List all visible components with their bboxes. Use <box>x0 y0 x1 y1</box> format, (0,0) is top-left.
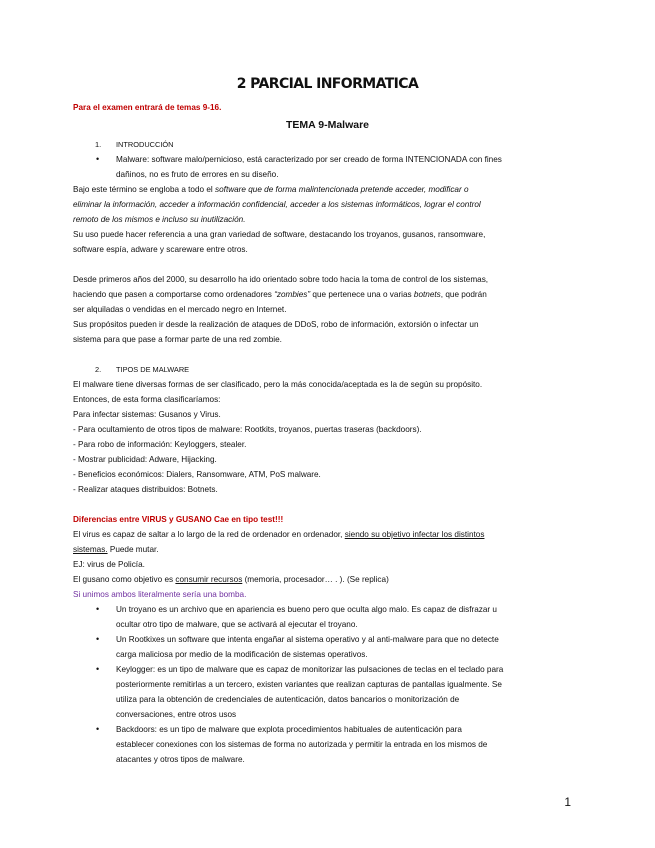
rootkit-line1: Un Rootkixes un software que intenta engañar al sistema operativo y al anti-malware para que no detecte <box>116 635 499 644</box>
bomb-note: Si unimos ambos literalmente sería una bomba. <box>73 590 247 599</box>
page-number: 1 <box>564 795 571 809</box>
gusano-text-end: (memoria, procesador… . ). (Se replica) <box>242 575 389 584</box>
backdoor-line1: Backdoors: es un tipo de malware que explota procedimientos habituales de autenticación para <box>116 725 462 734</box>
para1-italic-1: software que de forma malintencionada pretende acceder, modificar o <box>215 185 469 194</box>
virus-line <box>73 527 484 542</box>
para3-text-b: que pertenece una o varias <box>310 290 414 299</box>
para3-line2 <box>73 287 487 302</box>
list-item: - Beneficios económicos: Dialers, Ransomware, ATM, PoS malware. <box>73 470 321 479</box>
malware-definition-line1: Malware: software malo/pernicioso, está caracterizado por ser creado de forma INTENCIONADA con fines <box>116 155 502 164</box>
keylogger-line1: Keylogger: es un tipo de malware que es capaz de monitorizar las pulsaciones de teclas en el teclado para <box>116 665 504 674</box>
trojan-line2: ocultar otro tipo de malware, que se activará al ejecutar el troyano. <box>116 620 358 629</box>
section2-intro-3: Para infectar sistemas: Gusanos y Virus. <box>73 410 221 419</box>
virus-line2 <box>73 542 159 557</box>
section2-intro-1: El malware tiene diversas formas de ser clasificado, pero la más conocida/aceptada es la de según su propósito. <box>73 380 483 389</box>
bullet-marker: • <box>96 724 100 734</box>
para1-start: Bajo este término se engloba a todo el <box>73 185 216 194</box>
virus-example: EJ: virus de Policía. <box>73 560 145 569</box>
gusano-text: El gusano como objetivo es <box>73 575 176 584</box>
document-title: 2 PARCIAL INFORMATICA <box>236 76 419 92</box>
virus-mutate: Puede mutar. <box>107 545 159 554</box>
section1-number: 1. <box>95 140 102 149</box>
zombies-term: “zombies” <box>274 290 311 299</box>
para3-text-a: haciendo que pasen a comportarse como ordenadores <box>73 290 275 299</box>
exam-note: Para el examen entrará de temas 9-16. <box>73 103 222 112</box>
tema-title: TEMA 9-Malware <box>285 119 370 131</box>
para3-text-c: , que podrán <box>440 290 487 299</box>
rootkit-line2: carga maliciosa por medio de la modificación de sistemas operativos. <box>116 650 368 659</box>
virus-objective: siendo su objetivo infectar los distintos <box>344 530 485 539</box>
botnets-term: botnets <box>413 290 441 299</box>
para3-line3: ser alquiladas o vendidas en el mercado negro en Internet. <box>73 305 287 314</box>
section2-heading: TIPOS DE MALWARE <box>116 365 190 374</box>
para2-line2: software espía, adware y scareware entre otros. <box>73 245 248 254</box>
keylogger-line2: posteriormente remitirlas a un tercero, existen variantes que realizan capturas de pantallas igualmente. Se <box>116 680 502 689</box>
malware-definition-line2: dañinos, no es fruto de errores en su diseño. <box>116 170 279 179</box>
bullet-marker: • <box>96 604 100 614</box>
backdoor-line3: atacantes y otros tipos de malware. <box>116 755 245 764</box>
virus-objective-end: sistemas. <box>73 545 108 554</box>
bullet-marker: • <box>96 664 100 674</box>
para1-line2: eliminar la información, acceder a información confidencial, acceder a los sistemas informáticos, lograr el control <box>73 200 481 209</box>
trojan-line1: Un troyano es un archivo que en apariencia es bueno pero que oculta algo malo. Es capaz de disfrazar u <box>116 605 497 614</box>
gusano-objective: consumir recursos <box>175 575 243 584</box>
section1-heading: INTRODUCCIÓN <box>116 140 174 149</box>
para2-line1: Su uso puede hacer referencia a una gran variedad de software, destacando los troyanos, gusanos, ransomware, <box>73 230 486 239</box>
keylogger-line4: conversaciones, entre otros usos <box>116 710 237 719</box>
list-item: - Para robo de información: Keyloggers, stealer. <box>73 440 247 449</box>
bullet-marker: • <box>96 154 100 164</box>
virus-text: El virus es capaz de saltar a lo largo de la red de ordenador en ordenador, <box>73 530 345 539</box>
para3-line1: Desde primeros años del 2000, su desarrollo ha ido orientado sobre todo hacia la toma de control de los sistemas, <box>73 275 489 284</box>
list-item: - Realizar ataques distribuidos: Botnets. <box>73 485 218 494</box>
para3-line5: sistema para que pase a formar parte de una red zombie. <box>73 335 282 344</box>
section2-intro-2: Entonces, de esta forma clasificaríamos: <box>73 395 221 404</box>
section2-number: 2. <box>95 365 102 374</box>
backdoor-line2: establecer conexiones con los sistemas de forma no autorizada y permitir la entrada en los mismos de <box>116 740 488 749</box>
para3-line4: Sus propósitos pueden ir desde la realización de ataques de DDoS, robo de información, extorsión o infectar un <box>73 320 479 329</box>
keylogger-line3: utiliza para la obtención de credenciales de autenticación, datos bancarios o monitorización de <box>116 695 460 704</box>
para1-line3: remoto de los mismos e incluso su inutilización. <box>73 215 246 224</box>
differences-heading: Diferencias entre VIRUS y GUSANO Cae en tipo test!!! <box>73 515 284 524</box>
para1-line1 <box>73 182 469 197</box>
bullet-marker: • <box>96 634 100 644</box>
list-item: - Para ocultamiento de otros tipos de malware: Rootkits, troyanos, puertas traseras (backdoors). <box>73 425 422 434</box>
gusano-line <box>73 572 389 587</box>
list-item: - Mostrar publicidad: Adware, Hijacking. <box>73 455 217 464</box>
